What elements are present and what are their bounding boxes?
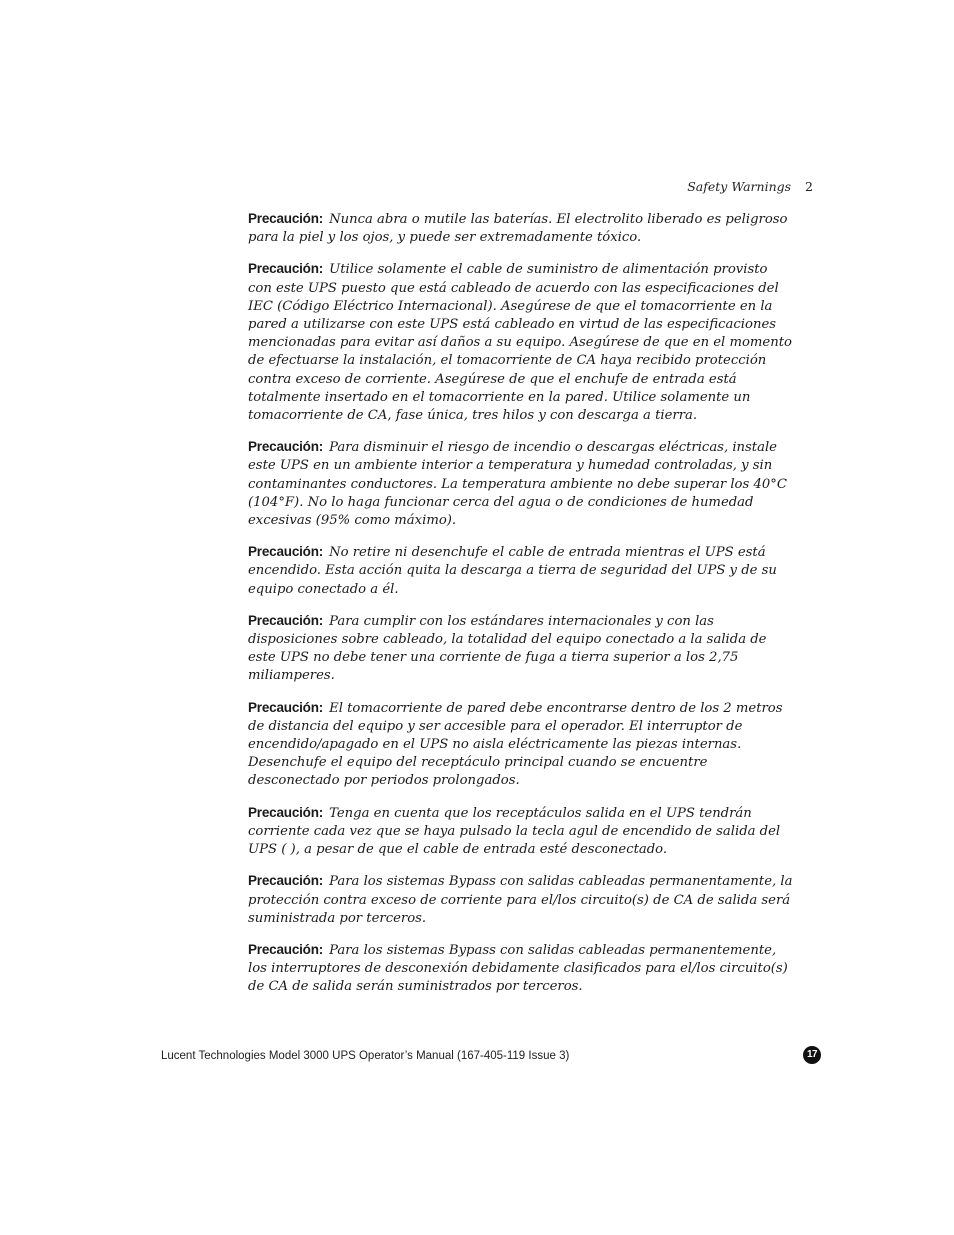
warning-label: Precaución: [248,699,324,715]
header-page-number: 2 [805,179,813,194]
warning-label: Precaución: [248,941,324,957]
warning-label: Precaución: [248,544,324,560]
warning-paragraph [248,872,794,928]
page-number-badge: 17 [803,1046,821,1064]
warning-text: Para los sistemas Bypass con salidas cableadas permanentemente, los interruptores de desconexión debidamente clasificados para el/los circuito(s) de CA de salida serán suministrados por terceros. [248,942,788,995]
warning-label: Precaución: [248,804,324,820]
warning-paragraph [248,804,794,860]
running-header [687,179,813,194]
warning-text: Tenga en cuenta que los receptáculos salida en el UPS tendrán corriente cada vez que se haya pulsado la tecla agul de encendido de salida del UPS ( ), a pesar de que el cable de entrada esté desconectado. [248,805,781,858]
warning-text: Para cumplir con los estándares internacionales y con las disposiciones sobre cableado, la totalidad del equipo conectado a la salida de este UPS no debe tener una corriente de fuga a tierra superior a los 2,75 miliamperes. [248,613,767,684]
warnings-list [248,210,794,1010]
section-title: Safety Warnings [687,179,792,194]
warning-label: Precaución: [248,612,324,628]
warning-label: Precaución: [248,873,324,889]
warning-text: El tomacorriente de pared debe encontrarse dentro de los 2 metros de distancia del equipo y ser accesible para el operador. El interruptor de encendido/apagado en el UPS no aisla eléctricamente las piezas internas. Desenchufe el equipo del receptáculo principal cuando se encuentre desconectado por periodos prolongados. [248,700,783,789]
warning-text: Nunca abra o mutile las baterías. El electrolito liberado es peligroso para la piel y los ojos, y puede ser extremadamente tóxico. [248,212,788,246]
warning-text: Utilice solamente el cable de suministro de alimentación provisto con este UPS puesto que está cableado de acuerdo con las especificaciones del IEC (Código Eléctrico Internacional). Asegúrese de que el tomacorriente en la pared a utilizarse con este UPS está cableado en virtud de las especificaciones mencionadas para evitar así daños a su equipo. Asegúrese de que en el momento de efectuarse la instalación, el tomacorriente de CA haya recibido protección contra exceso de corriente. Asegúrese de que el enchufe de entrada está totalmente insertado en el tomacorriente en la pared. Utilice solamente un tomacorriente de CA, fase única, tres hilos y con descarga a tierra. [248,262,792,424]
warning-label: Precaución: [248,261,324,277]
warning-paragraph [248,260,794,425]
warning-label: Precaución: [248,211,324,226]
footer-manual-title: Lucent Technologies Model 3000 UPS Operator’s Manual (167-405-119 Issue 3) [161,1050,570,1062]
warning-text: Para los sistemas Bypass con salidas cableadas permanentamente, la protección contra exceso de corriente para el/los circuito(s) de CA de salida será suministrada por terceros. [248,874,793,926]
warning-paragraph [248,210,794,247]
warning-paragraph [248,699,794,791]
warning-paragraph [248,543,794,599]
warning-paragraph [248,438,794,530]
warning-paragraph [248,941,794,997]
warning-paragraph [248,612,794,686]
warning-text: No retire ni desenchufe el cable de entrada mientras el UPS está encendido. Esta acción quita la descarga a tierra de seguridad del UPS y de su equipo conectado a él. [248,545,777,597]
warning-text: Para disminuir el riesgo de incendio o descargas eléctricas, instale este UPS en un ambiente interior a temperatura y humedad controladas, y sin contaminantes conductores. La temperatura ambiente no debe superar los 40°C (104°F). No lo haga funcionar cerca del agua o de condiciones de humedad excesivas (95% como máximo). [248,440,787,529]
warning-label: Precaución: [248,439,324,455]
